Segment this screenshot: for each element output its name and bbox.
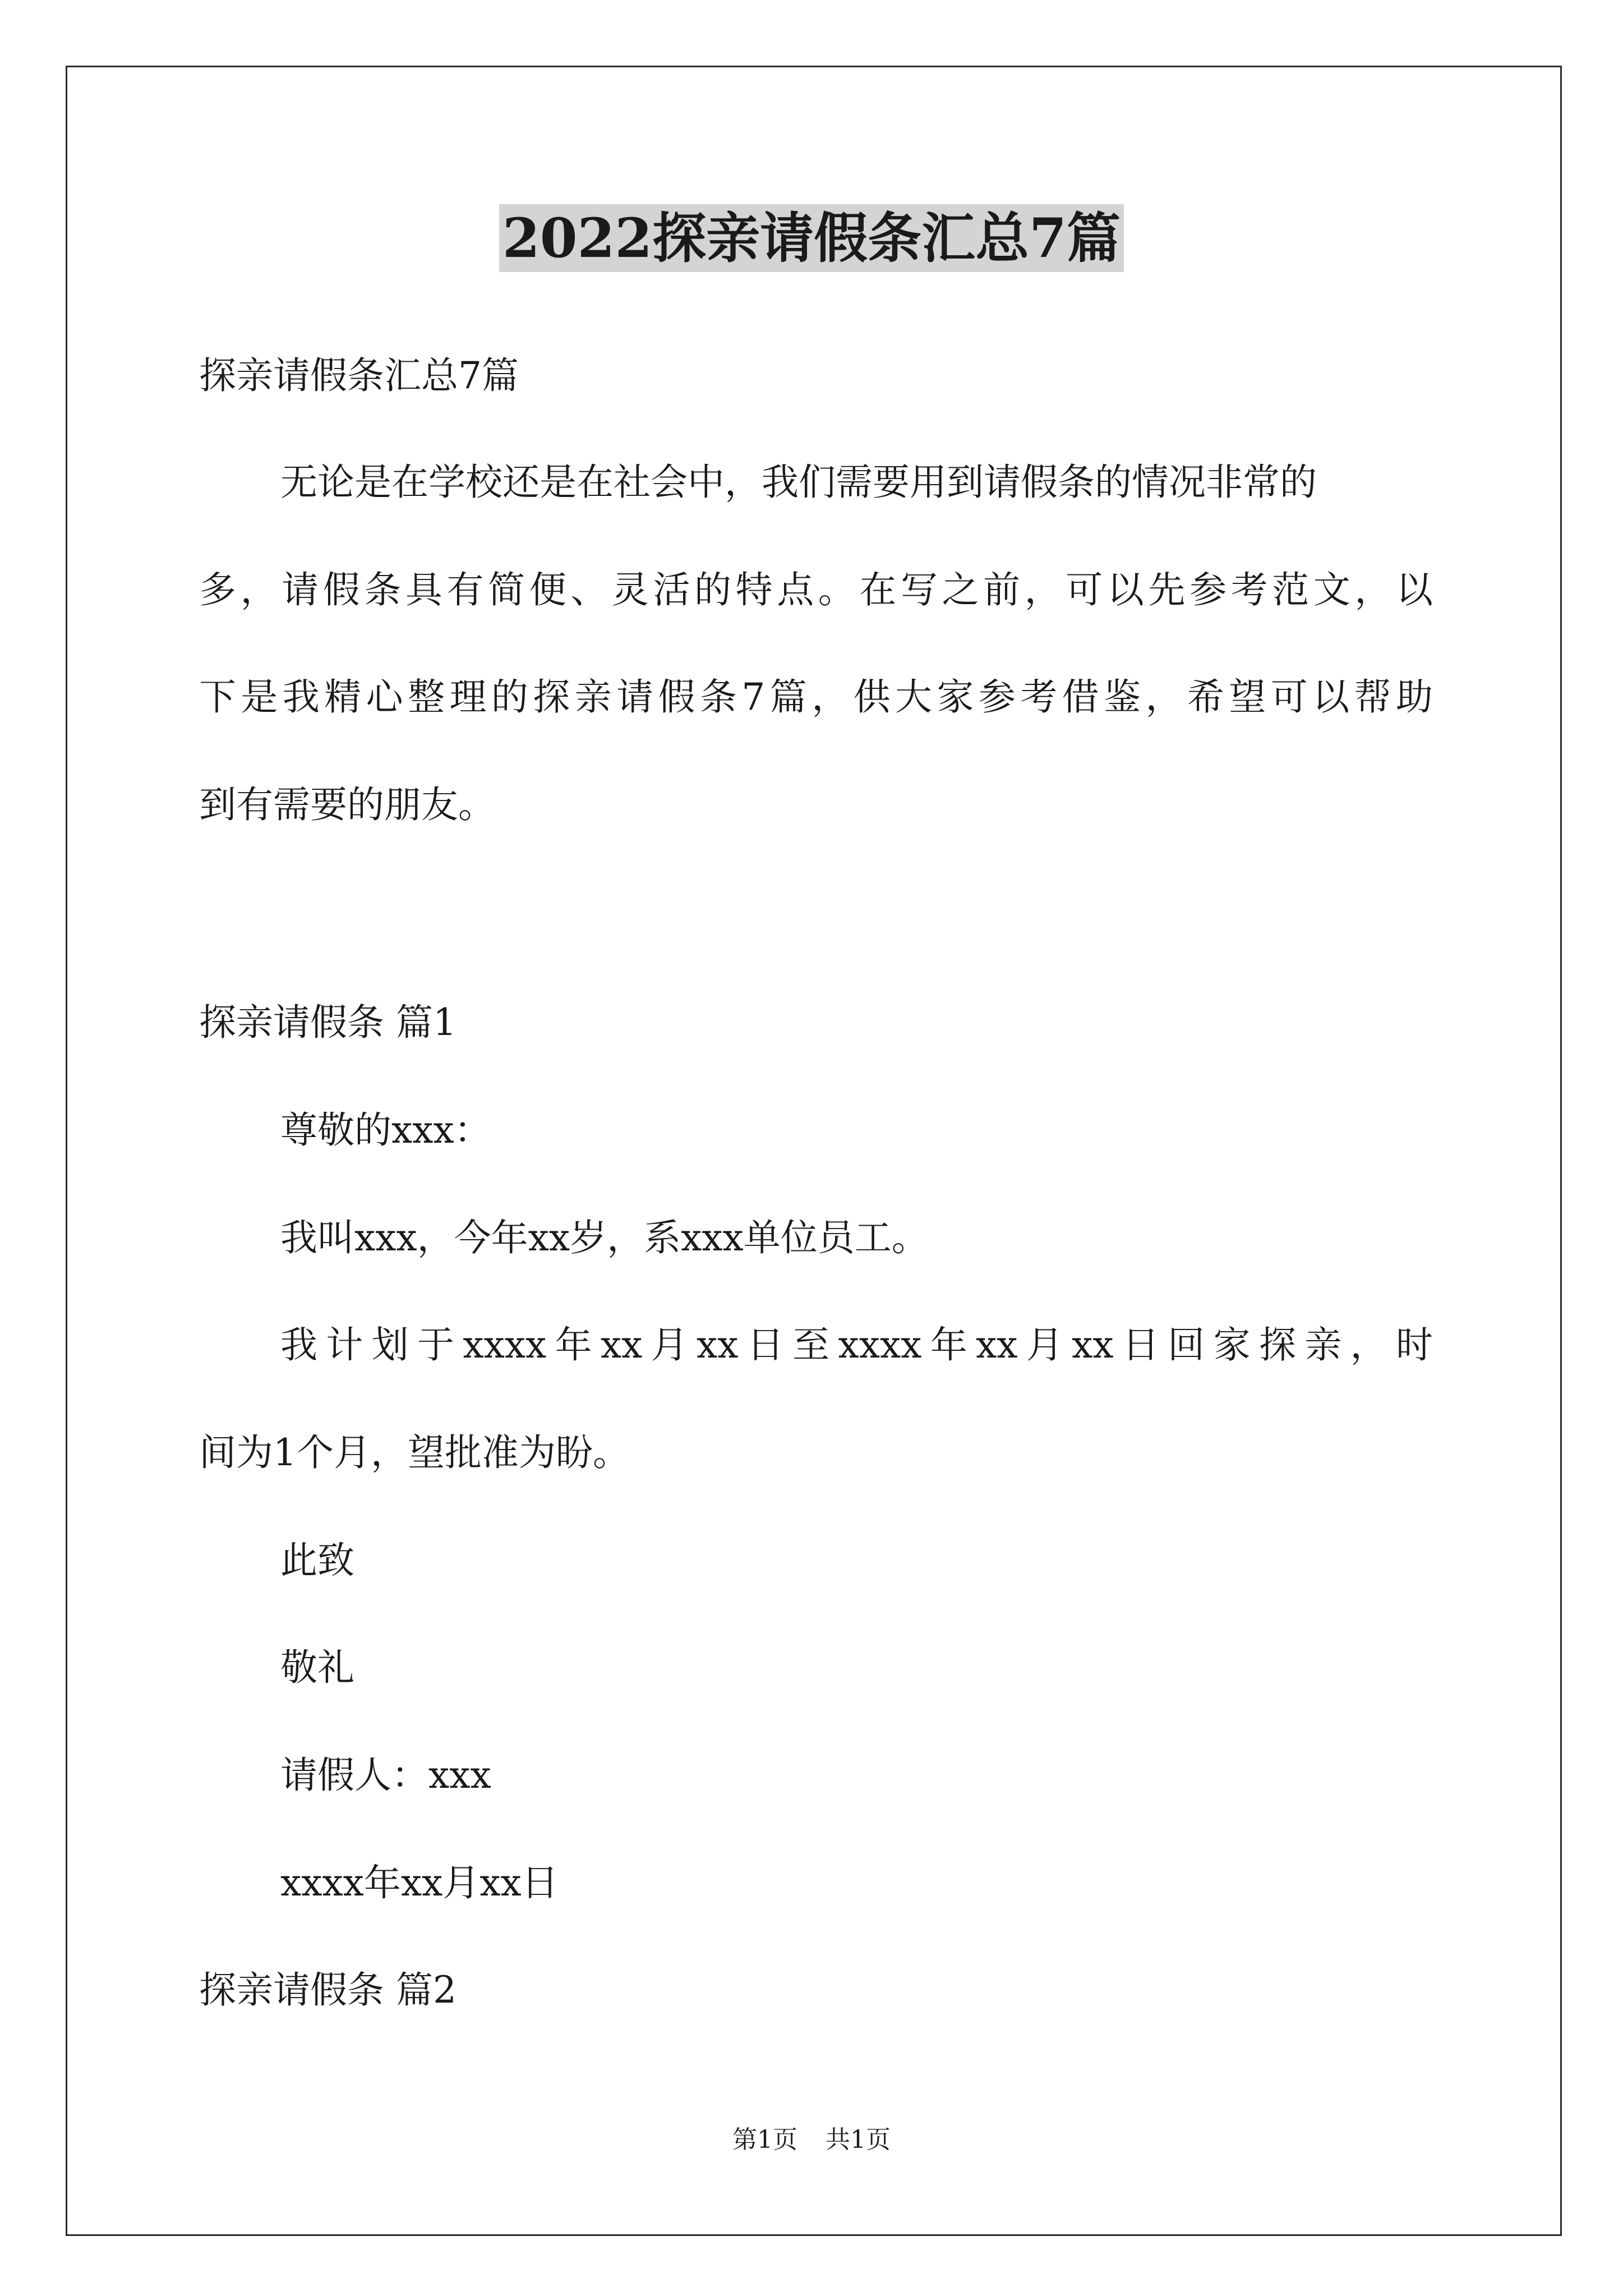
- document-subtitle: 探亲请假条汇总7篇: [199, 354, 519, 397]
- signature-line: 请假人：xxx: [280, 1754, 491, 1797]
- document-title: [0, 196, 1623, 280]
- intro-line-2: 多，请假条具有简便、灵活的特点。在写之前，可以先参考范文，以: [199, 568, 1433, 611]
- date-line: xxxx年xx月xx日: [280, 1861, 559, 1904]
- page-number: 第1页: [732, 2125, 797, 2154]
- body-line-1: 我叫xxx，今年xx岁，系xxx单位员工。: [280, 1216, 929, 1259]
- closing-line-1: 此致: [280, 1539, 354, 1582]
- section-heading-1: 探亲请假条 篇1: [199, 1001, 457, 1044]
- body-line-2: 我计划于xxxx年xx月xx日至xxxx年xx月xx日回家探亲，时: [280, 1323, 1433, 1366]
- document-title-text: 2022探亲请假条汇总7篇: [499, 204, 1124, 272]
- page-footer: [0, 2123, 1623, 2157]
- salutation: 尊敬的xxx：: [280, 1108, 491, 1152]
- closing-line-2: 敬礼: [280, 1646, 354, 1689]
- intro-line-4: 到有需要的朋友。: [199, 783, 495, 826]
- section-heading-2: 探亲请假条 篇2: [199, 1968, 457, 2012]
- page-total: 共1页: [826, 2125, 891, 2154]
- intro-line-1: 无论是在学校还是在社会中，我们需要用到请假条的情况非常的: [280, 461, 1317, 504]
- intro-line-3: 下是我精心整理的探亲请假条7篇，供大家参考借鉴，希望可以帮助: [199, 675, 1433, 719]
- body-line-3: 间为1个月，望批准为盼。: [199, 1431, 630, 1474]
